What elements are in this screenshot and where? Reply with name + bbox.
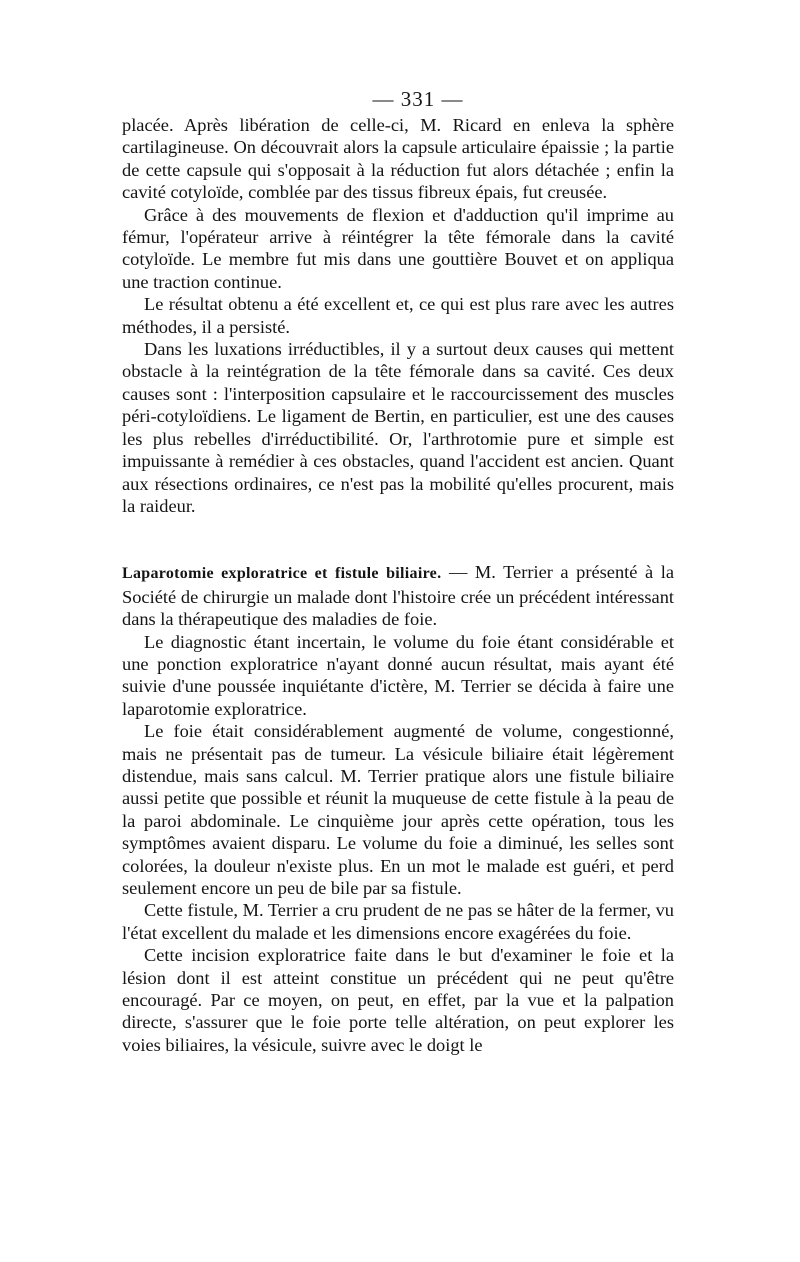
section-laparotomie bbox=[122, 561, 674, 1056]
book-page bbox=[122, 84, 674, 1056]
paragraph: placée. Après libération de celle-ci, M. Ricard en enleva la sphère cartilagineuse. On découvrait alors la capsule articulaire épaissie ; la partie de cette capsule qui s'opposait à la réduction fut alors détachée ; enfin la cavité cotyloïde, comblée par des tissus fibreux épais, fut creusée. bbox=[122, 115, 674, 203]
section-title: Laparotomie exploratrice et fistule biliaire. bbox=[122, 565, 442, 583]
paragraph: Le diagnostic étant incertain, le volume du foie étant considérable et une ponction exploratrice n'ayant donné aucun résultat, mais ayant été suivie d'une poussée inquiétante d'ictère, M. Terrier se décida à faire une laparotomie exploratrice. bbox=[122, 631, 674, 719]
paragraph: Le résultat obtenu a été excellent et, ce qui est plus rare avec les autres méthodes, il a persisté. bbox=[122, 294, 674, 337]
paragraph: Cette incision exploratrice faite dans le but d'examiner le foie et la lésion dont il est atteint constitue un précédent qui ne peut qu'être encouragé. Par ce moyen, on peut, en effet, par la vue et la palpation directe, s'assurer que le foie porte telle altération, on peut explorer les voies biliaires, la vésicule, suivre avec le doigt le bbox=[122, 945, 674, 1055]
paragraph: Dans les luxations irréductibles, il y a surtout deux causes qui mettent obstacle à la reintégration de la tête fémorale dans sa cavité. Ces deux causes sont : l'interposition capsulaire et le raccourcissement des muscles péri-cotyloïdiens. Le ligament de Bertin, en particulier, est une des causes les plus rebelles d'irréductibilité. Or, l'arthrotomie pure et simple est impuissante à remédier à ces obstacles, quand l'accident est ancien. Quant aux résections ordinaires, ce n'est pas la mobilité qu'elles procurent, mais la raideur. bbox=[122, 339, 674, 516]
paragraph: Grâce à des mouvements de flexion et d'adduction qu'il imprime au fémur, l'opérateur arrive à réintégrer la tête fémorale dans la cavité cotyloïde. Le membre fut mis dans une gouttière Bouvet et on appliqua une traction continue. bbox=[122, 204, 674, 292]
section-luxation-text bbox=[122, 114, 674, 517]
section-divider-space bbox=[122, 517, 674, 561]
paragraph: Cette fistule, M. Terrier a cru prudent de ne pas se hâter de la fermer, vu l'état excellent du malade et les dimensions encore exagérées du foie. bbox=[122, 900, 674, 943]
paragraph: Le foie était considérablement augmenté de volume, congestionné, mais ne présentait pas de tumeur. La vésicule biliaire était légèrement distendue, mais sans calcul. M. Terrier pratique alors une fistule biliaire aussi petite que possible et réunit la muqueuse de cette fistule à la peau de la paroi abdominale. Le cinquième jour après cette opération, tous les symptômes avaient disparu. Le volume du foie a diminué, les selles sont colorées, la douleur n'existe plus. En un mot le malade est guéri, et perd seulement encore un peu de bile par sa fistule. bbox=[122, 721, 674, 898]
section-lead-text: — M. Terrier a présenté à la Société de chirurgie un malade dont l'histoire crée un précédent intéressant dans la thérapeutique des maladies de foie. bbox=[122, 562, 674, 630]
section-heading-paragraph bbox=[122, 561, 674, 630]
page-number: — 331 — bbox=[372, 87, 464, 111]
